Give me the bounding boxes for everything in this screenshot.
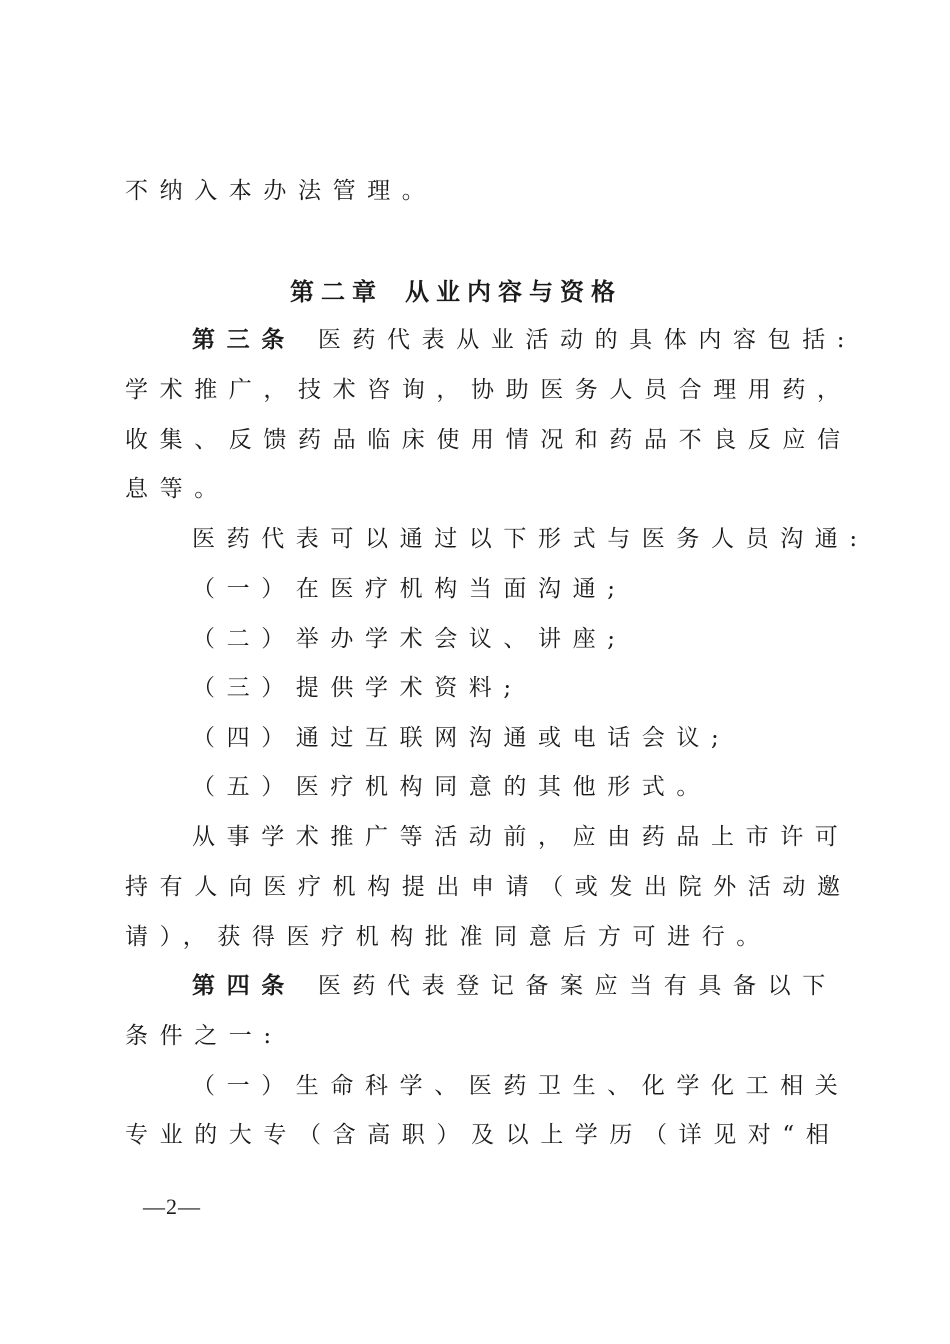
paragraph-line: 息等。 (125, 476, 229, 502)
chapter-heading (290, 272, 622, 307)
list-item: （一）在医疗机构当面沟通; (192, 576, 627, 602)
paragraph-line: 医药代表可以通过以下形式与医务人员沟通: (192, 526, 869, 552)
paragraph-line: 不纳入本办法管理。 (125, 178, 437, 204)
paragraph-line: 持有人向医疗机构提出申请（或发出院外活动邀 (125, 874, 852, 900)
article-3-text: 医药代表从业活动的具体内容包括: (317, 327, 857, 353)
paragraph-line: 收集、反馈药品临床使用情况和药品不良反应信 (125, 427, 852, 453)
list-item: （四）通过互联网沟通或电话会议; (192, 725, 731, 751)
page-number: —2— (143, 1194, 201, 1219)
article-4-text: 医药代表登记备案应当有具备以下 (317, 973, 837, 999)
list-item: （五）医疗机构同意的其他形式。 (192, 774, 711, 800)
chapter-title: 从业内容与资格 (405, 277, 622, 306)
list-item: （三）提供学术资料; (192, 675, 523, 701)
article-4-label: 第四条 (192, 972, 296, 999)
chapter-number: 第二章 (290, 277, 383, 306)
paragraph-line: 从事学术推广等活动前，应由药品上市许可 (192, 824, 850, 850)
paragraph-line: 条件之一: (125, 1023, 283, 1049)
paragraph-line: 请），获得医疗机构批准同意后方可进行。 (125, 924, 771, 950)
list-item: （一）生命科学、医药卫生、化学化工相关 (192, 1073, 850, 1099)
article-3-label: 第三条 (192, 326, 296, 353)
paragraph-line: 专业的大专（含高职）及以上学历（详见对“相 (125, 1122, 841, 1148)
paragraph-line: 学术推广，技术咨询，协助医务人员合理用药， (125, 377, 852, 403)
list-item: （二）举办学术会议、讲座; (192, 626, 627, 652)
article-3-first-line (192, 325, 892, 355)
article-4-first-line (192, 971, 892, 1001)
